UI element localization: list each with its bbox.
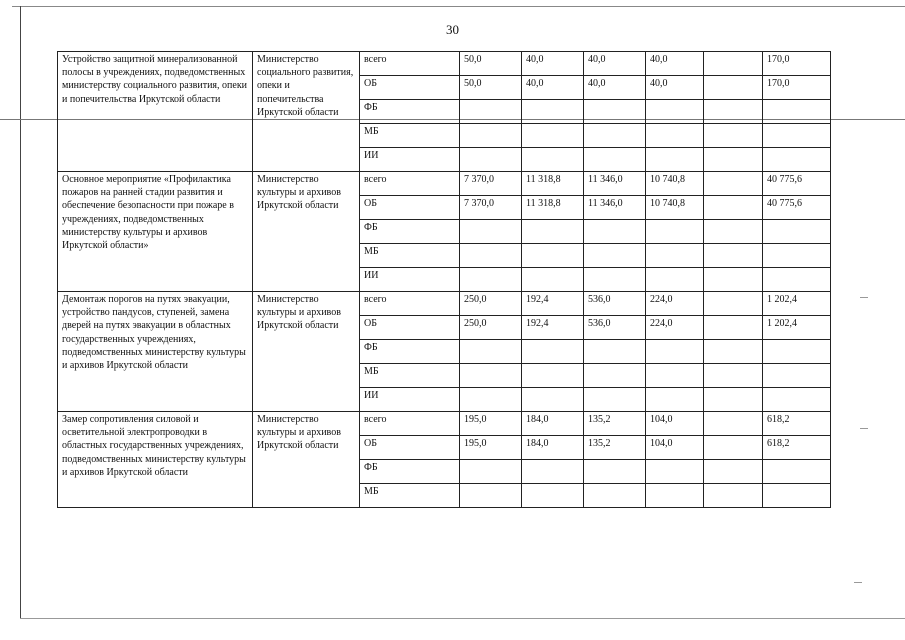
- year-value-cell: [646, 340, 704, 364]
- year-value-cell: 184,0: [522, 412, 584, 436]
- year-value-cell: [704, 460, 763, 484]
- year-value-cell: [522, 124, 584, 148]
- year-value-cell: [646, 244, 704, 268]
- responsible-org-cell: Министерство социального развития, опеки и попечительства Иркутской области: [253, 52, 360, 172]
- year-value-cell: [646, 484, 704, 508]
- year-value-cell: 192,4: [522, 316, 584, 340]
- year-value-cell: 250,0: [460, 316, 522, 340]
- funding-source-cell: ФБ: [360, 460, 460, 484]
- year-value-cell: 192,4: [522, 292, 584, 316]
- year-value-cell: [522, 340, 584, 364]
- year-value-cell: [584, 484, 646, 508]
- table-row: [58, 412, 831, 436]
- year-value-cell: [460, 220, 522, 244]
- year-value-cell: [460, 364, 522, 388]
- total-value-cell: 170,0: [763, 52, 831, 76]
- year-value-cell: [584, 460, 646, 484]
- year-value-cell: 10 740,8: [646, 196, 704, 220]
- year-value-cell: [646, 268, 704, 292]
- year-value-cell: [646, 388, 704, 412]
- funding-source-cell: МБ: [360, 364, 460, 388]
- year-value-cell: [704, 196, 763, 220]
- year-value-cell: [522, 460, 584, 484]
- year-value-cell: 40,0: [522, 52, 584, 76]
- year-value-cell: [646, 124, 704, 148]
- year-value-cell: 11 318,8: [522, 196, 584, 220]
- year-value-cell: 7 370,0: [460, 172, 522, 196]
- year-value-cell: [522, 268, 584, 292]
- year-value-cell: [584, 148, 646, 172]
- year-value-cell: [584, 124, 646, 148]
- year-value-cell: 184,0: [522, 436, 584, 460]
- year-value-cell: [704, 52, 763, 76]
- year-value-cell: [704, 484, 763, 508]
- total-value-cell: [763, 100, 831, 124]
- funding-source-cell: ФБ: [360, 100, 460, 124]
- funding-source-cell: ОБ: [360, 196, 460, 220]
- total-value-cell: [763, 364, 831, 388]
- year-value-cell: 40,0: [584, 52, 646, 76]
- year-value-cell: [522, 148, 584, 172]
- table-row: [58, 172, 831, 196]
- year-value-cell: 224,0: [646, 316, 704, 340]
- year-value-cell: 536,0: [584, 316, 646, 340]
- year-value-cell: [584, 100, 646, 124]
- year-value-cell: [646, 148, 704, 172]
- year-value-cell: 224,0: [646, 292, 704, 316]
- year-value-cell: [460, 244, 522, 268]
- year-value-cell: [704, 220, 763, 244]
- year-value-cell: [460, 388, 522, 412]
- funding-source-cell: всего: [360, 412, 460, 436]
- year-value-cell: 536,0: [584, 292, 646, 316]
- total-value-cell: 40 775,6: [763, 172, 831, 196]
- year-value-cell: 40,0: [522, 76, 584, 100]
- year-value-cell: [704, 388, 763, 412]
- table-row: [58, 52, 831, 76]
- total-value-cell: 1 202,4: [763, 316, 831, 340]
- year-value-cell: [646, 364, 704, 388]
- year-value-cell: 50,0: [460, 52, 522, 76]
- activity-name-cell: Основное мероприятие «Профилактика пожаров на ранней стадии развития и обеспечение безопасности при пожаре в учреждениях, подведомственных министерству культуры и архивов Иркутской области»: [58, 172, 253, 292]
- activity-name-cell: Демонтаж порогов на путях эвакуации, устройство пандусов, ступеней, замена дверей на путях эвакуации в областных государственных учреждениях, подведомственных министерству культуры и архивов Иркутской области: [58, 292, 253, 412]
- year-value-cell: 250,0: [460, 292, 522, 316]
- page-number: 30: [446, 22, 459, 37]
- year-value-cell: [646, 100, 704, 124]
- year-value-cell: 40,0: [646, 76, 704, 100]
- year-value-cell: 50,0: [460, 76, 522, 100]
- funding-source-cell: всего: [360, 172, 460, 196]
- total-value-cell: 618,2: [763, 436, 831, 460]
- year-value-cell: [584, 268, 646, 292]
- total-value-cell: 1 202,4: [763, 292, 831, 316]
- year-value-cell: [704, 148, 763, 172]
- year-value-cell: 11 318,8: [522, 172, 584, 196]
- year-value-cell: [646, 460, 704, 484]
- funding-source-cell: МБ: [360, 244, 460, 268]
- year-value-cell: [522, 364, 584, 388]
- responsible-org-cell: Министерство культуры и архивов Иркутской области: [253, 172, 360, 292]
- total-value-cell: [763, 124, 831, 148]
- year-value-cell: [584, 388, 646, 412]
- total-value-cell: [763, 460, 831, 484]
- year-value-cell: [522, 244, 584, 268]
- year-value-cell: [704, 76, 763, 100]
- year-value-cell: 10 740,8: [646, 172, 704, 196]
- responsible-org-cell: Министерство культуры и архивов Иркутской области: [253, 412, 360, 508]
- funding-source-cell: ОБ: [360, 76, 460, 100]
- year-value-cell: [522, 220, 584, 244]
- year-value-cell: 40,0: [584, 76, 646, 100]
- year-value-cell: [704, 316, 763, 340]
- total-value-cell: 618,2: [763, 412, 831, 436]
- funding-source-cell: ФБ: [360, 220, 460, 244]
- scan-frame-left: [20, 6, 21, 618]
- total-value-cell: [763, 148, 831, 172]
- year-value-cell: [522, 100, 584, 124]
- year-value-cell: 195,0: [460, 436, 522, 460]
- year-value-cell: [460, 124, 522, 148]
- scan-artifact-dash: [854, 582, 862, 583]
- scan-artifact-dash: [860, 428, 868, 429]
- total-value-cell: [763, 388, 831, 412]
- year-value-cell: [584, 340, 646, 364]
- year-value-cell: [704, 412, 763, 436]
- year-value-cell: [460, 148, 522, 172]
- year-value-cell: [460, 484, 522, 508]
- year-value-cell: [460, 100, 522, 124]
- funding-source-cell: ИИ: [360, 268, 460, 292]
- total-value-cell: [763, 340, 831, 364]
- year-value-cell: [584, 364, 646, 388]
- total-value-cell: [763, 244, 831, 268]
- total-value-cell: [763, 484, 831, 508]
- funding-source-cell: МБ: [360, 124, 460, 148]
- year-value-cell: [460, 340, 522, 364]
- scan-frame-bottom: [20, 618, 905, 619]
- total-value-cell: [763, 220, 831, 244]
- total-value-cell: 170,0: [763, 76, 831, 100]
- activity-name-cell: Устройство защитной минерализованной полосы в учреждениях, подведомственных министерству социального развития, опеки и попечительства Иркутской области: [58, 52, 253, 172]
- year-value-cell: [646, 220, 704, 244]
- funding-source-cell: ОБ: [360, 436, 460, 460]
- year-value-cell: [460, 460, 522, 484]
- year-value-cell: [584, 220, 646, 244]
- total-value-cell: 40 775,6: [763, 196, 831, 220]
- funding-source-cell: всего: [360, 52, 460, 76]
- year-value-cell: 195,0: [460, 412, 522, 436]
- year-value-cell: [704, 124, 763, 148]
- year-value-cell: 7 370,0: [460, 196, 522, 220]
- year-value-cell: [704, 100, 763, 124]
- funding-source-cell: ИИ: [360, 148, 460, 172]
- year-value-cell: [704, 244, 763, 268]
- year-value-cell: 11 346,0: [584, 196, 646, 220]
- year-value-cell: [704, 436, 763, 460]
- responsible-org-cell: Министерство культуры и архивов Иркутской области: [253, 292, 360, 412]
- year-value-cell: 11 346,0: [584, 172, 646, 196]
- year-value-cell: [704, 292, 763, 316]
- activity-name-cell: Замер сопротивления силовой и осветительной электропроводки в областных государственных учреждениях, подведомственных министерству культуры и архивов Иркутской области: [58, 412, 253, 508]
- year-value-cell: [704, 268, 763, 292]
- budget-table: [57, 51, 831, 508]
- total-value-cell: [763, 268, 831, 292]
- scan-frame-top: [12, 6, 905, 7]
- year-value-cell: 104,0: [646, 412, 704, 436]
- year-value-cell: 135,2: [584, 412, 646, 436]
- year-value-cell: [460, 268, 522, 292]
- year-value-cell: 40,0: [646, 52, 704, 76]
- year-value-cell: [522, 484, 584, 508]
- funding-source-cell: ФБ: [360, 340, 460, 364]
- funding-source-cell: ОБ: [360, 316, 460, 340]
- year-value-cell: [704, 364, 763, 388]
- scan-artifact-dash: [860, 297, 868, 298]
- funding-source-cell: всего: [360, 292, 460, 316]
- funding-source-cell: МБ: [360, 484, 460, 508]
- funding-source-cell: ИИ: [360, 388, 460, 412]
- table-row: [58, 292, 831, 316]
- year-value-cell: [522, 388, 584, 412]
- year-value-cell: [704, 172, 763, 196]
- year-value-cell: [704, 340, 763, 364]
- year-value-cell: 104,0: [646, 436, 704, 460]
- year-value-cell: 135,2: [584, 436, 646, 460]
- year-value-cell: [584, 244, 646, 268]
